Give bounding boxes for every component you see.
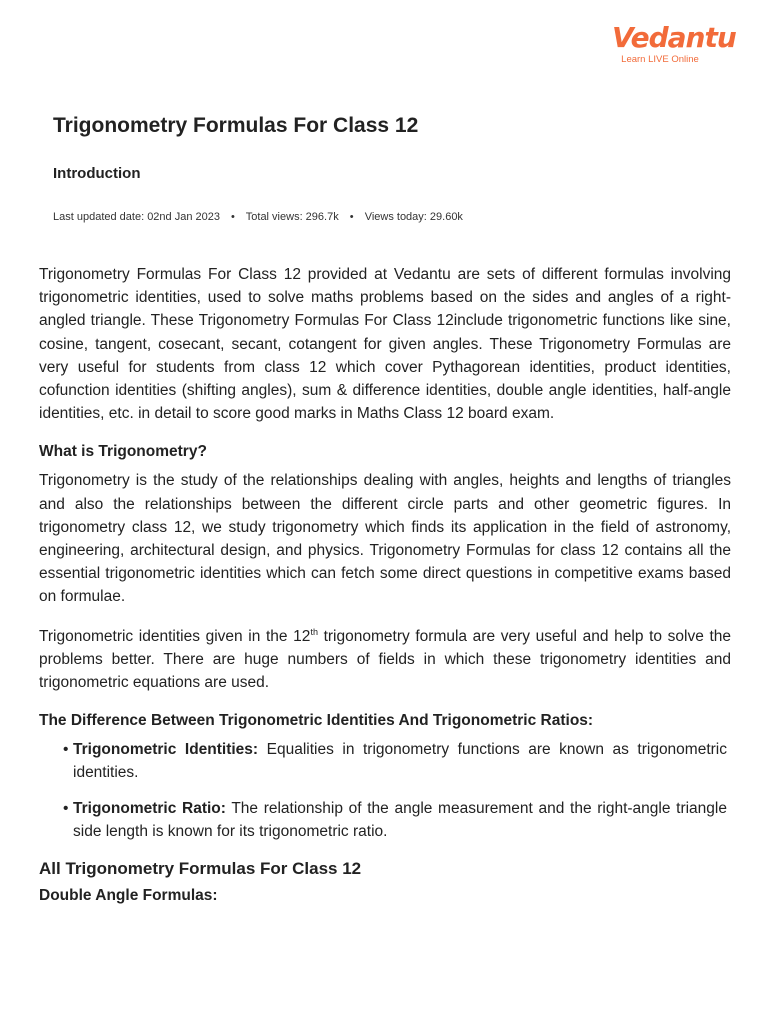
identities-paragraph [39,625,731,695]
article-body [39,263,731,913]
logo-tagline: Learn LIVE Online [621,54,699,65]
identities-text-b: trigonometry formula are very useful and help to solve the problems better. There are huge numbers of fields in which these trigonometry identities and trigonometric equations are used. [39,627,731,692]
vedantu-logo [612,21,736,72]
bullet-text: Equalities in trigonometry functions are known as trigonometric identities. [73,741,727,782]
intro-heading: Introduction [53,165,141,182]
bullet-text: The relationship of the angle measurement and the right-angle triangle side length is known for its trigonometric ratio. [73,799,727,840]
ordinal-suffix: th [310,626,318,637]
last-updated: Last updated date: 02nd Jan 2023 [53,211,220,223]
meta-separator: • [349,211,354,223]
intro-paragraph: Trigonometry Formulas For Class 12 provided at Vedantu are sets of different formulas involving trigonometric identities, used to solve maths problems based on the sides and angles of a right-angled triangle. These Trigonometry Formulas For Class 12include trigonometric functions like sine, cosine, tangent, cosecant, secant, cotangent for given angles. These Trigonometry Formulas are very useful for students from class 12 which cover Pythagorean identities, product identities, cofunction identities (shifting angles), sum & difference identities, double angle identities, half-angle identities, etc. in detail to score good marks in Maths Class 12 board exam. [39,266,731,423]
bullet-term: Trigonometric Ratio: [73,799,226,817]
bullet-icon: • [63,741,69,759]
difference-list [39,738,731,843]
what-is-heading: What is Trigonometry? [39,443,207,461]
bullet-icon: • [63,799,69,817]
views-today: Views today: 29.60k [364,211,463,223]
total-views: Total views: 296.7k [245,211,339,223]
identities-text-a: Trigonometric identities given in the 12 [39,627,311,645]
all-formulas-heading: All Trigonometry Formulas For Class 12 [39,859,362,879]
article-meta [53,211,463,223]
page-title: Trigonometry Formulas For Class 12 [53,114,419,137]
difference-heading: The Difference Between Trigonometric Identities And Trigonometric Ratios: [39,712,594,730]
meta-separator: • [231,211,235,223]
bullet-term: Trigonometric Identities: [73,741,259,759]
list-item [63,738,731,784]
logo-wordmark: Vedantu [612,21,736,54]
list-item [63,797,731,843]
double-angle-heading: Double Angle Formulas: [39,887,218,905]
definition-paragraph: Trigonometry is the study of the relationships dealing with angles, heights and lengths of triangles and also the relationships between the different circle parts and other geometric figures. In trigonometry class 12, we study trigonometry which finds its application in the field of astronomy, engineering, architectural design, and physics. Trigonometry Formulas for class 12 contains all the essential trigonometric identities which can fetch some direct questions in competitive exams based on formulae. [39,472,731,606]
